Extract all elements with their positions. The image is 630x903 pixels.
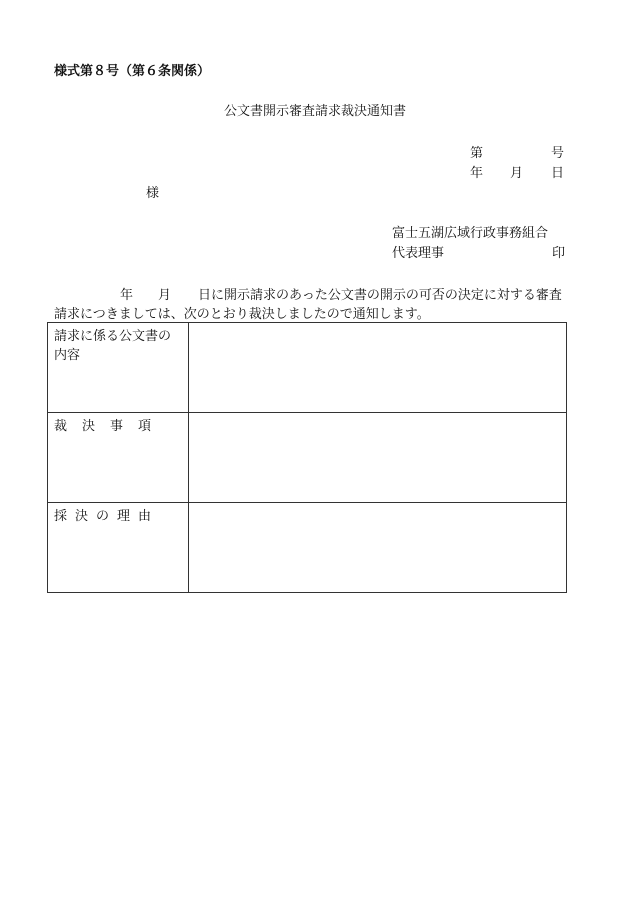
seal-mark: 印 (552, 246, 566, 261)
ref-go-label: 号 (551, 146, 565, 161)
date-day-label: 日 (551, 166, 565, 181)
row-value-reason[interactable] (189, 503, 567, 593)
row-label-reason: 採決の理由 (48, 503, 189, 593)
body-month: 月 (158, 288, 172, 303)
row-label-decision-items: 裁決事項 (48, 413, 189, 503)
table-row (48, 323, 567, 413)
issuer-representative: 代表理事 (392, 246, 445, 261)
body-line2: 請求につきましては、次のとおり裁決しましたので通知します。 (54, 307, 430, 322)
form-number: 様式第８号（第６条関係） (54, 64, 211, 79)
row-value-request-content[interactable] (189, 323, 567, 413)
row-value-decision-items[interactable] (189, 413, 567, 503)
body-year: 年 (120, 288, 134, 303)
ref-dai-label: 第 (470, 146, 484, 161)
addressee-suffix: 様 (146, 186, 160, 201)
table-row (48, 503, 567, 593)
table-row (48, 413, 567, 503)
body-paragraph (54, 286, 574, 324)
row-label-request-content: 請求に係る公文書の内容 (48, 323, 189, 413)
date-year-label: 年 (470, 166, 484, 181)
date-month-label: 月 (510, 166, 524, 181)
body-line1-rest: 日に開示請求のあった公文書の開示の可否の決定に対する審査 (198, 288, 562, 303)
issuer-organization: 富士五湖広域行政事務組合 (392, 226, 549, 241)
decision-table (47, 322, 567, 593)
document-title: 公文書開示審査請求裁決通知書 (223, 104, 406, 119)
